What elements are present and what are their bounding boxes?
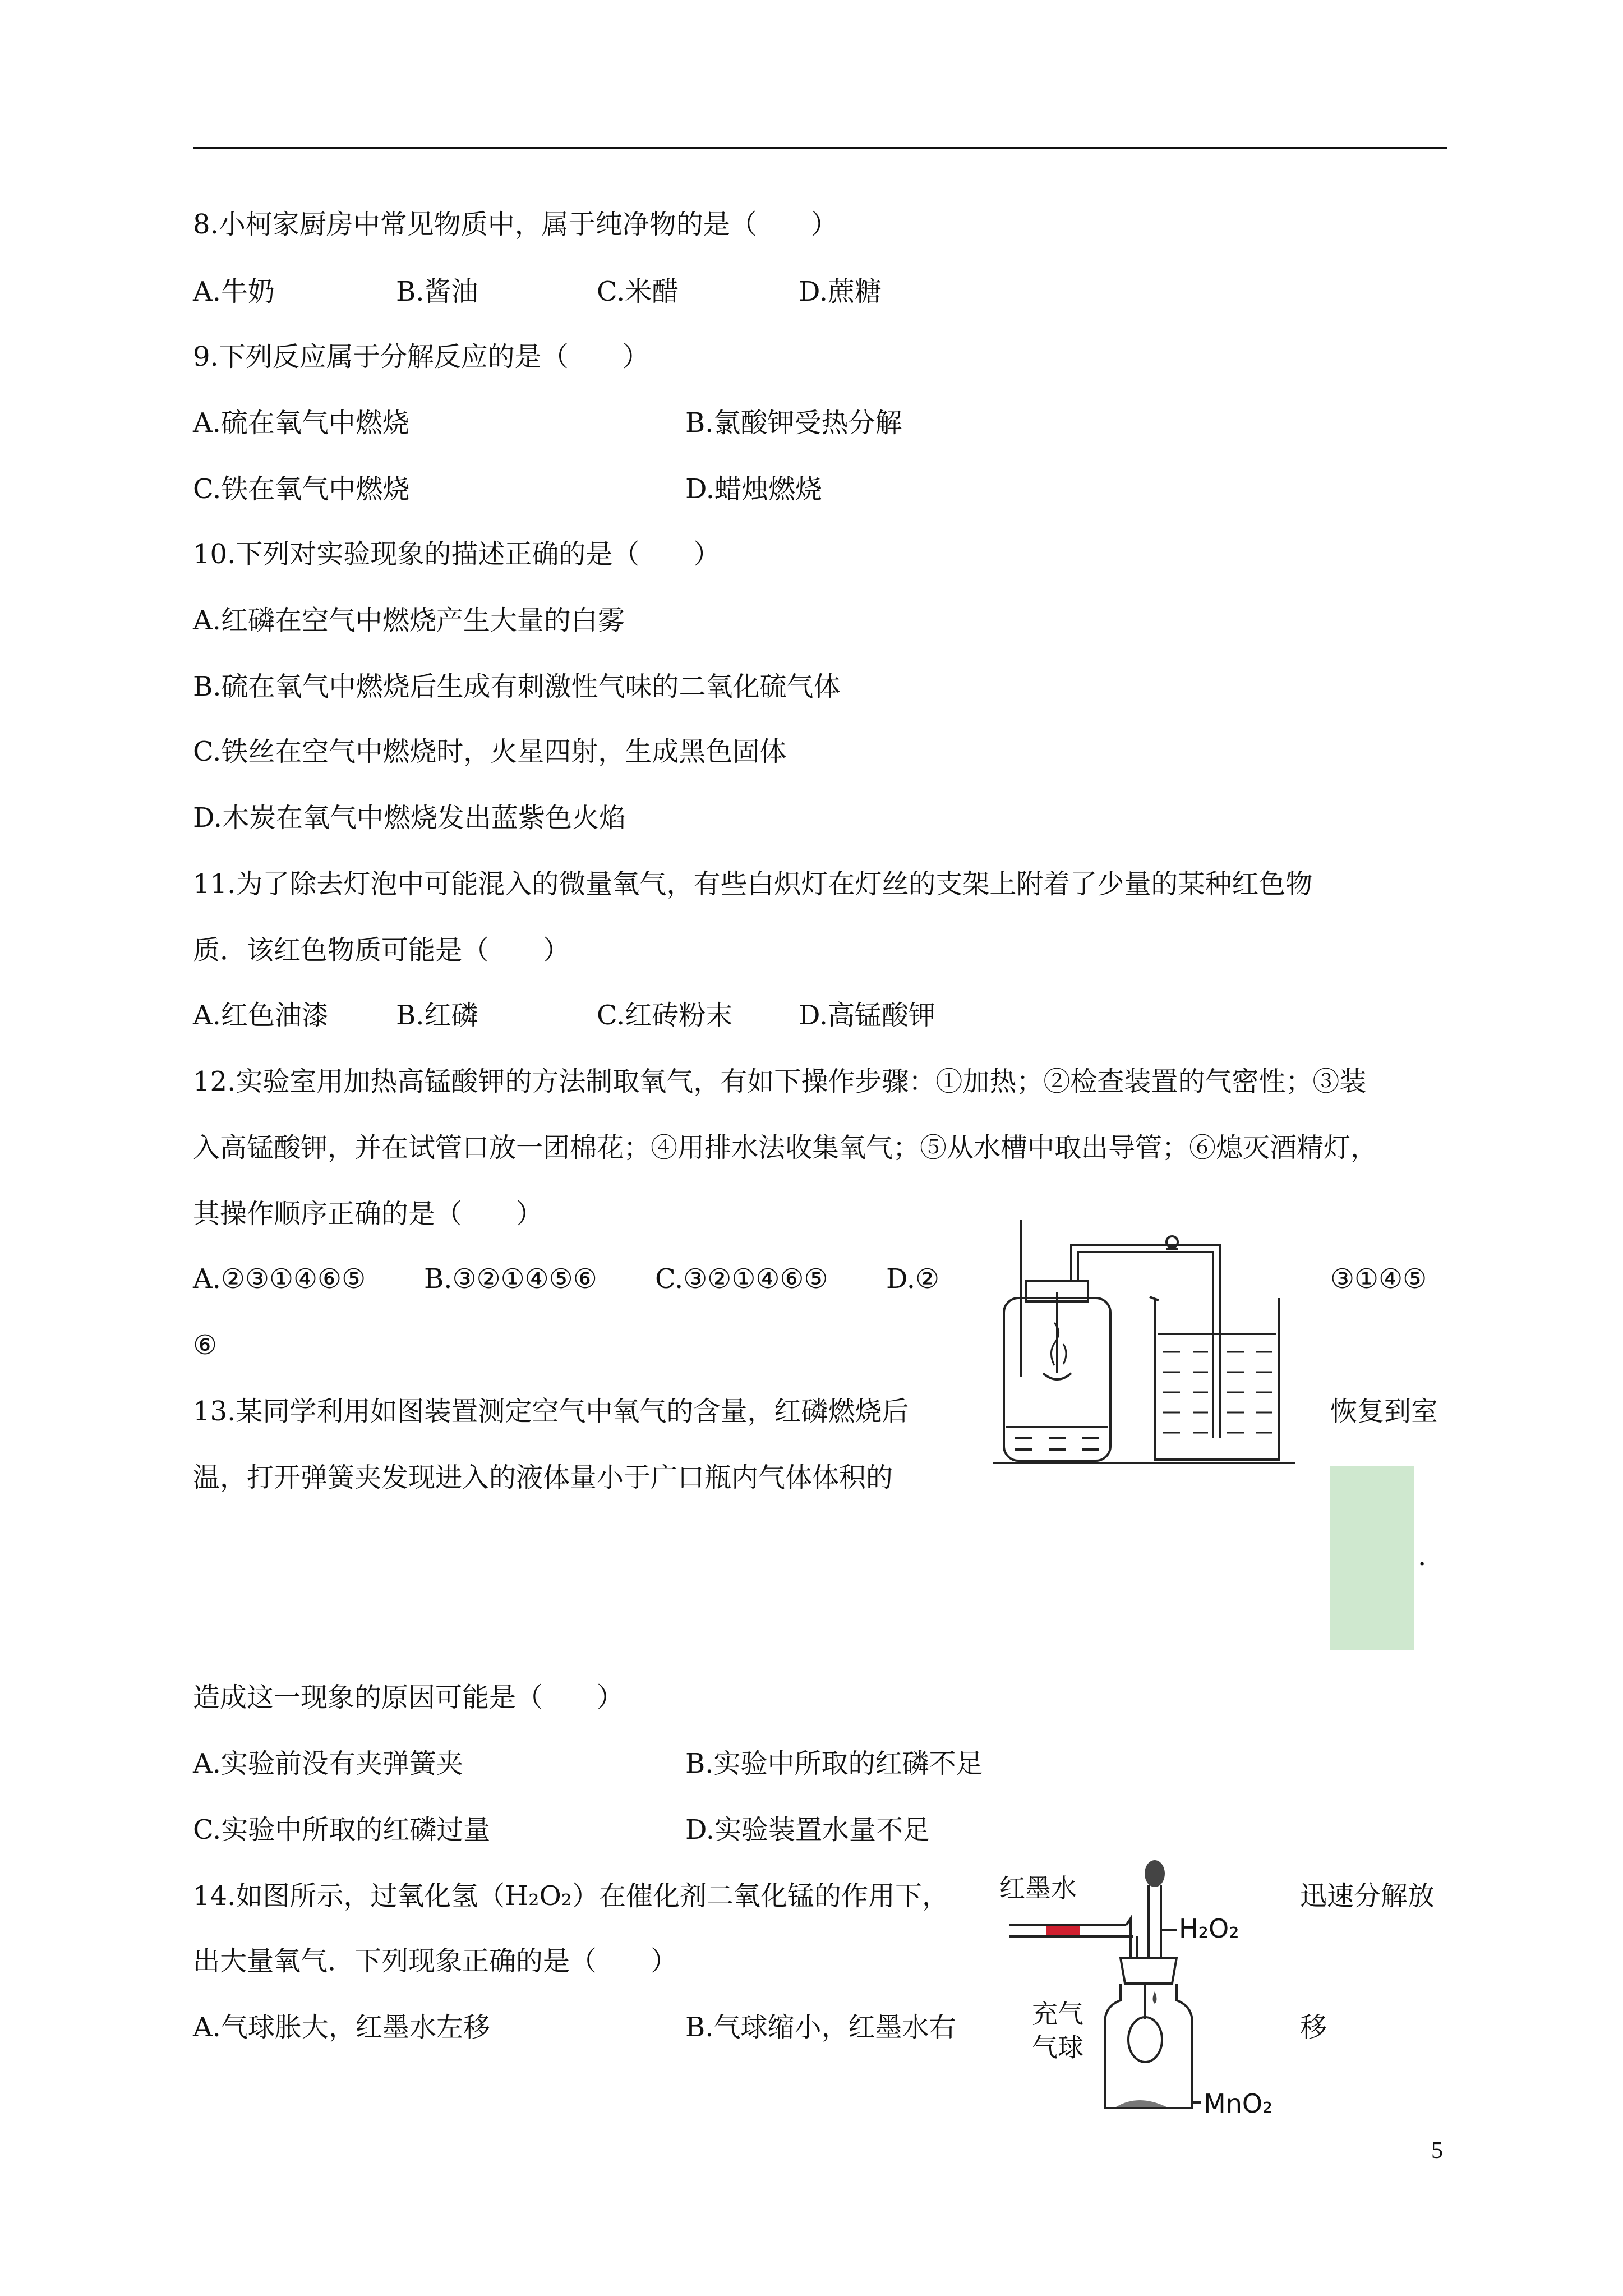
q12-option-b: B.③②①④⑤⑥ [424, 1263, 597, 1295]
q14-stem-right: 迅速分解放 [1300, 1880, 1435, 1912]
q10-option-b: B.硫在氧气中燃烧后生成有刺激性气味的二氧化硫气体 [193, 671, 841, 702]
label-mno2: MnO₂ [1204, 2088, 1273, 2119]
q10-option-a: A.红磷在空气中燃烧产生大量的白雾 [193, 605, 625, 636]
q13-stem-right: 恢复到室 [1330, 1396, 1438, 1427]
q9-option-a: A.硫在氧气中燃烧 [193, 407, 409, 439]
q13-option-b: B.实验中所取的红磷不足 [685, 1748, 983, 1779]
q11-stem-line1: 11.为了除去灯泡中可能混入的微量氧气，有些白炽灯在灯丝的支架上附着了少量的某种红色物 [193, 868, 1313, 900]
q12-option-d: D.② [886, 1263, 940, 1295]
header-rule [193, 147, 1447, 149]
q8-option-c: C.米醋 [597, 276, 679, 307]
oxygen-content-apparatus-figure [987, 1214, 1301, 1472]
q13-stem-period: . [1418, 1540, 1427, 1572]
page-number: 5 [1431, 2138, 1443, 2164]
q12-option-a: A.②③①④⑥⑤ [193, 1263, 366, 1295]
q14-stem-line2: 出大量氧气．下列现象正确的是（ ） [193, 1945, 678, 1977]
q14-stem-left: 14.如图所示，过氧化氢（H₂O₂）在催化剂二氧化锰的作用下， [193, 1880, 949, 1912]
q11-stem-line2: 质．该红色物质可能是（ ） [193, 935, 570, 966]
q14-option-b-continued: 移 [1300, 2012, 1327, 2043]
fraction-placeholder-box [1330, 1466, 1414, 1650]
q14-option-a: A.气球胀大，红墨水左移 [193, 2012, 490, 2043]
q11-option-a: A.红色油漆 [193, 1000, 329, 1031]
q9-option-c: C.铁在氧气中燃烧 [193, 473, 410, 505]
q13-stem-line3: 造成这一现象的原因可能是（ ） [193, 1682, 624, 1713]
q10-stem: 10.下列对实验现象的描述正确的是（ ） [193, 539, 721, 570]
q12-option-d-continued: ③①④⑤ [1330, 1263, 1427, 1295]
q10-option-d: D.木炭在氧气中燃烧发出蓝紫色火焰 [193, 802, 626, 834]
q9-option-d: D.蜡烛燃烧 [685, 473, 823, 505]
q8-option-b: B.酱油 [396, 276, 478, 307]
q13-stem-left: 13.某同学利用如图装置测定空气中氧气的含量，红磷燃烧后 [193, 1396, 909, 1427]
q12-option-d-wrap: ⑥ [193, 1329, 218, 1361]
q11-option-b: B.红磷 [396, 1000, 478, 1031]
q8-option-a: A.牛奶 [193, 276, 275, 307]
q11-option-c: C.红砖粉末 [597, 1000, 733, 1031]
label-red-ink: 红墨水 [999, 1873, 1077, 1903]
h2o2-decomposition-apparatus-figure [998, 1851, 1279, 2120]
q13-option-d: D.实验装置水量不足 [685, 1814, 930, 1846]
label-balloon-line2: 气球 [1032, 2032, 1083, 2063]
q12-stem-line2: 入高锰酸钾，并在试管口放一团棉花；④用排水法收集氧气；⑤从水槽中取出导管；⑥熄灭酒精灯， [193, 1132, 1378, 1163]
label-h2o2: H₂O₂ [1179, 1913, 1239, 1944]
q8-stem: 8.小柯家厨房中常见物质中，属于纯净物的是（ ） [193, 209, 838, 240]
q10-option-c: C.铁丝在空气中燃烧时，火星四射，生成黑色固体 [193, 736, 787, 767]
q13-option-c: C.实验中所取的红磷过量 [193, 1814, 491, 1846]
q12-stem-line3: 其操作顺序正确的是（ ） [193, 1198, 543, 1230]
q8-option-d: D.蔗糖 [799, 276, 882, 307]
q12-option-c: C.③②①④⑥⑤ [655, 1263, 828, 1295]
q9-option-b: B.氯酸钾受热分解 [685, 407, 902, 439]
q12-stem-line1: 12.实验室用加热高锰酸钾的方法制取氧气，有如下操作步骤：①加热；②检查装置的气密性；③装 [193, 1066, 1367, 1097]
q13-stem-line2: 温，打开弹簧夹发现进入的液体量小于广口瓶内气体体积的 [193, 1462, 893, 1493]
label-balloon-line1: 充气 [1032, 1999, 1083, 2029]
q11-option-d: D.高锰酸钾 [799, 1000, 936, 1031]
q13-option-a: A.实验前没有夹弹簧夹 [193, 1748, 463, 1779]
q14-option-b: B.气球缩小，红墨水右 [685, 2012, 956, 2043]
q9-stem: 9.下列反应属于分解反应的是（ ） [193, 341, 649, 372]
